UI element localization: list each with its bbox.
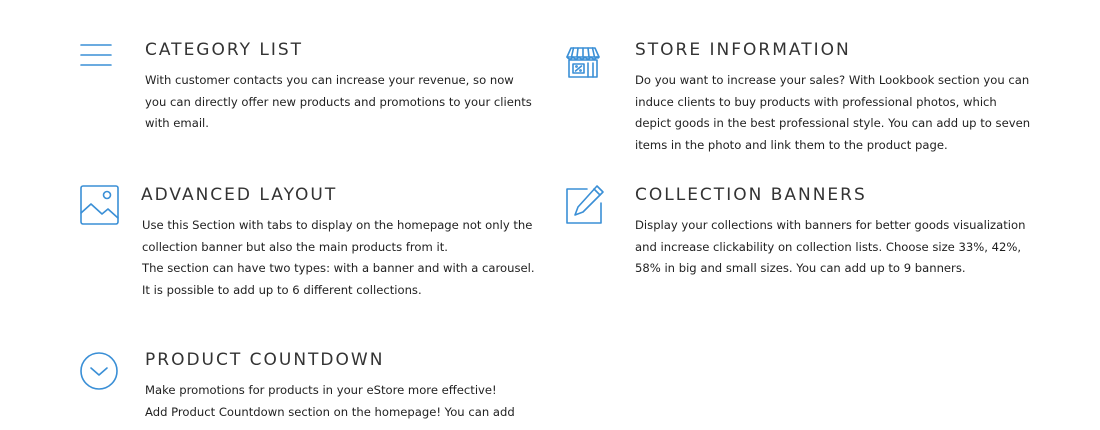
description-line: you can directly offer new products and promotions to your clients [145,94,532,109]
description-line: The section can have two types: with a banner and with a carousel. [142,261,535,276]
description-line: items in the photo and link them to the product page. [635,138,948,153]
feature-title: PRODUCT COUNTDOWN [145,350,385,370]
feature-title: COLLECTION BANNERS [635,185,867,205]
description-line: With customer contacts you can increase your revenue, so now [145,73,514,87]
image-picture-icon [78,183,122,227]
menu-lines-icon [78,38,122,82]
description-line: It is possible to add up to 6 different collections. [142,283,422,298]
feature-title: CATEGORY LIST [145,40,304,60]
description-line: induce clients to buy products with professional photos, which [635,94,997,109]
feature-description [142,215,535,302]
description-line: Make promotions for products in your eStore more effective! [145,383,497,397]
feature-description [145,380,515,423]
feature-description [145,70,532,135]
description-line: 58% in big and small sizes. You can add up to 9 banners. [635,261,966,276]
description-line: Use this Section with tabs to display on the homepage not only the [142,218,533,232]
description-line: and increase clickability on collection lists. Choose size 33%, 42%, [635,239,1022,254]
feature-description [635,215,1025,280]
description-line: with email. [145,116,209,131]
description-line: collection banner but also the main products from it. [142,239,448,254]
clock-chevron-icon [78,349,122,393]
feature-title: ADVANCED LAYOUT [141,185,338,205]
description-line: Add Product Countdown section on the homepage! You can add [145,404,515,419]
feature-title: STORE INFORMATION [635,40,851,60]
feature-description [635,70,1030,157]
description-line: Do you want to increase your sales? With Lookbook section you can [635,73,1030,87]
description-line: depict goods in the best professional style. You can add up to seven [635,116,1031,131]
description-line: Display your collections with banners for better goods visualization [635,218,1026,232]
storefront-icon [563,38,607,82]
edit-pencil-icon [563,183,607,227]
